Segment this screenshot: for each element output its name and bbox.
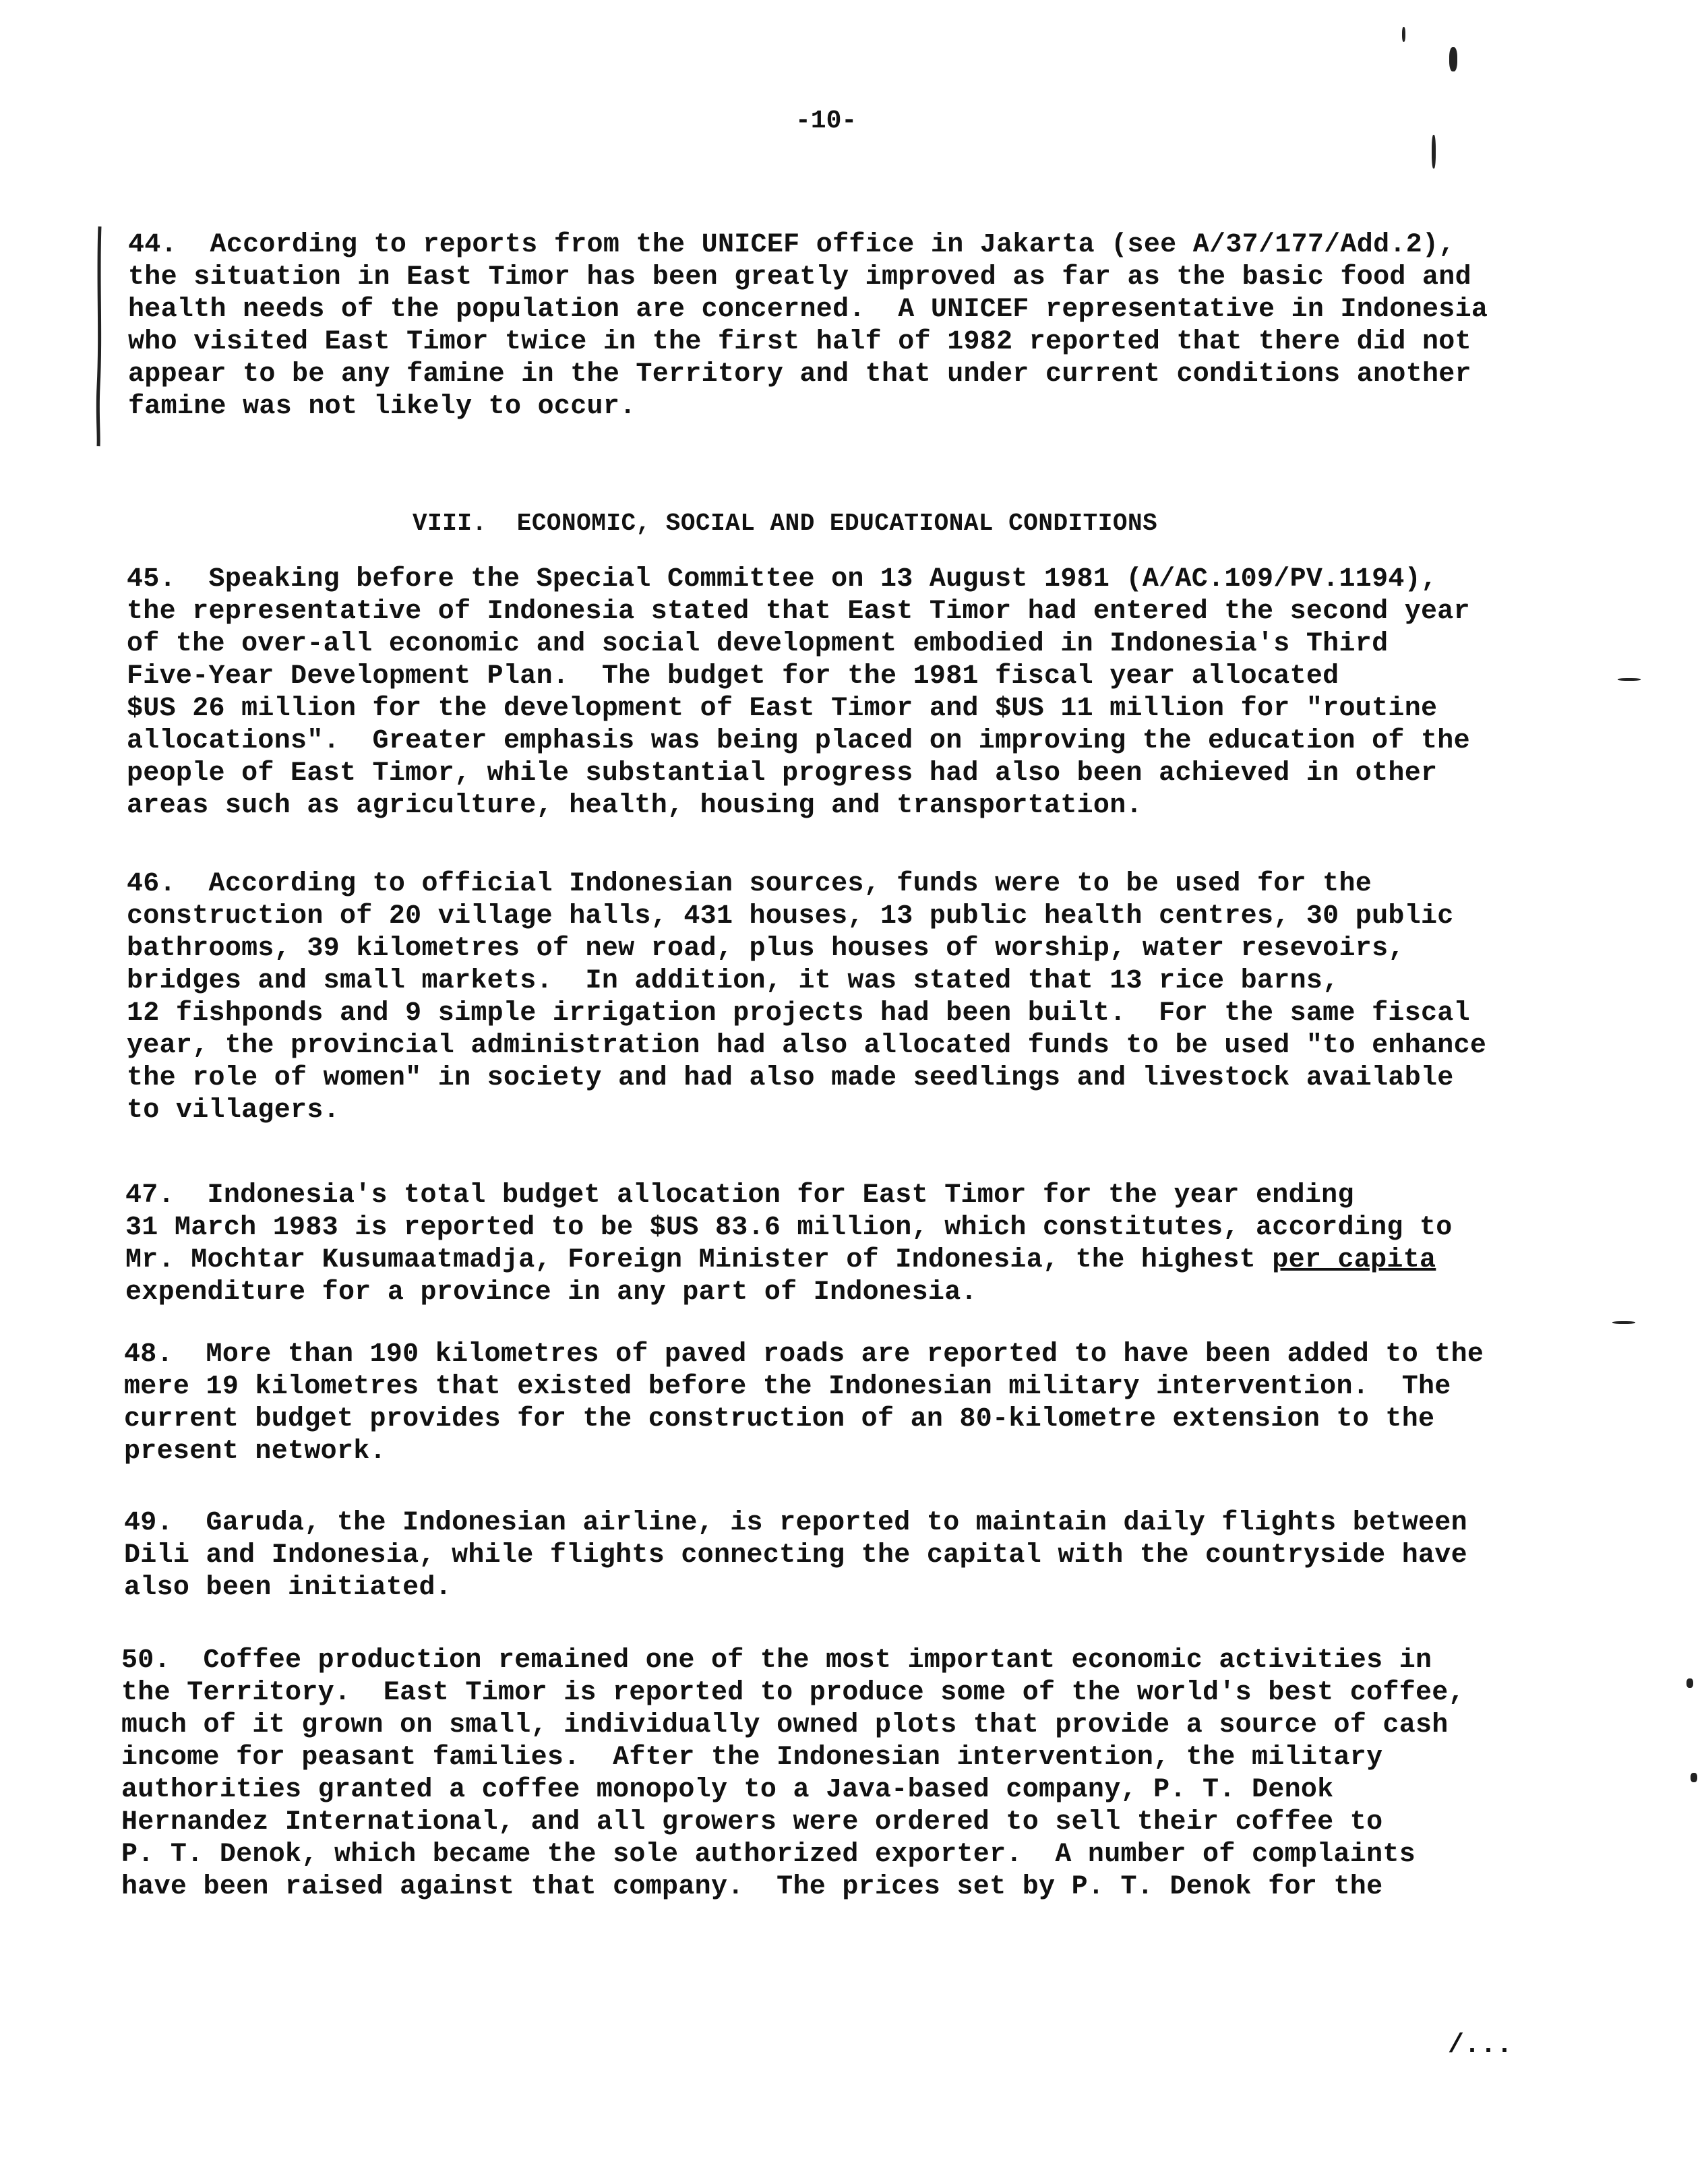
paragraph-44: 44. According to reports from the UNICEF office in Jakarta (see A/37/177/Add.2), the situation in East Timor has been greatly improved as far as the basic food and health needs of the population are concerned. A UNICEF representative in Indonesia who visited East Timor twice in the first half of 1982 reported that there did not appear to be any famine in the Territory and that under current conditions another famine was not likely to occur. xyxy=(128,230,1488,422)
paragraph-47-text-a: 47. Indonesia's total budget allocation for East Timor for the year ending 31 March 1983 is reported to be $US 83.6 million, which constitutes, according to Mr. Mochtar Kusumaatmadja, Foreign Minister of Indonesia, the highest xyxy=(125,1180,1453,1275)
scan-speck xyxy=(1402,27,1405,42)
paragraph-46: 46. According to official Indonesian sources, funds were to be used for the construction of 20 village halls, 431 houses, 13 public health centres, 30 public bathrooms, 39 kilometres of new road, plus houses of worship, water resevoirs, bridges and small markets. In addition, it was stated that 13 rice barns, 12 fishponds and 9 simple irrigation projects had been built. For the same fiscal year, the provincial administration had also allocated funds to be used "to enhance the role of women" in society and had also made seedlings and livestock available to villagers. xyxy=(127,869,1487,1126)
scan-speck xyxy=(1432,135,1436,169)
continued-marker: /... xyxy=(1448,2030,1513,2061)
paragraph-50: 50. Coffee production remained one of the most important economic activities in the Territory. East Timor is reported to produce some of the world's best coffee, much of it grown on small, individually owned plots that provide a source of cash income for peasant families. After the Indonesian intervention, the military authorities granted a coffee monopoly to a Java-based company, P. T. Denok Hernandez International, and all growers were ordered to sell their coffee to P. T. Denok, which became the sole authorized exporter. A number of complaints have been raised against that company. The prices set by P. T. Denok for the xyxy=(121,1645,1465,1902)
scan-speck xyxy=(1618,678,1641,681)
paragraph-48: 48. More than 190 kilometres of paved roads are reported to have been added to the mere 19 kilometres that existed before the Indonesian military intervention. The current budget provides for the construction of an 80-kilometre extension to the present network. xyxy=(124,1339,1484,1467)
scan-speck xyxy=(1449,47,1457,71)
page-number: -10- xyxy=(795,107,857,135)
paragraph-47-text-b: expenditure for a province in any part of Indonesia. xyxy=(125,1277,977,1308)
scan-speck xyxy=(1612,1321,1635,1324)
paragraph-49: 49. Garuda, the Indonesian airline, is reported to maintain daily flights between Dili and Indonesia, while flights connecting the capital with the countryside have also been initiated. xyxy=(124,1508,1467,1603)
paragraph-47-emphasis: per capita xyxy=(1272,1245,1436,1275)
section-heading: VIII. ECONOMIC, SOCIAL AND EDUCATIONAL CONDITIONS xyxy=(413,510,1158,537)
margin-change-bar xyxy=(96,225,102,448)
paragraph-47 xyxy=(125,1180,1541,1309)
paragraph-45: 45. Speaking before the Special Committee on 13 August 1981 (A/AC.109/PV.1194), the representative of Indonesia stated that East Timor had entered the second year of the over-all economic and social development embodied in Indonesia's Third Five-Year Development Plan. The budget for the 1981 fiscal year allocated $US 26 million for the development of East Timor and $US 11 million for "routine allocations". Greater emphasis was being placed on improving the education of the people of East Timor, while substantial progress had also been achieved in other areas such as agriculture, health, housing and transportation. xyxy=(127,564,1470,821)
scan-speck xyxy=(1686,1678,1693,1688)
scan-speck xyxy=(1691,1773,1697,1782)
